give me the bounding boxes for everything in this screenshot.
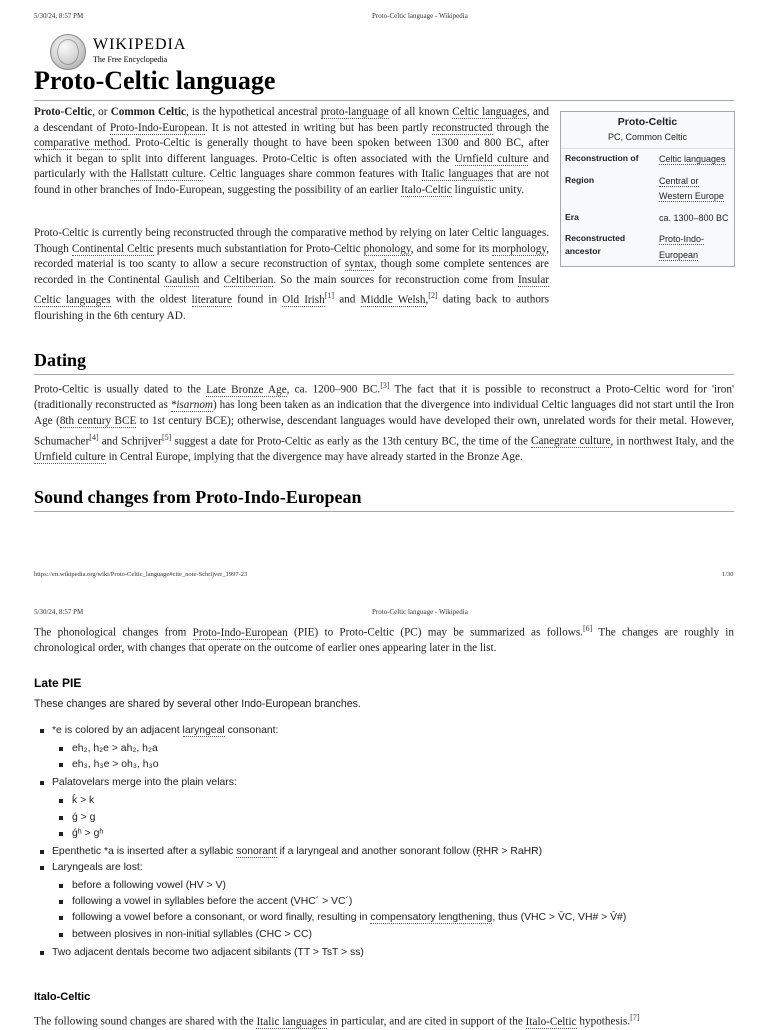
link-insular-celtic[interactable]: Insular Celtic languages	[34, 273, 550, 307]
citation-6[interactable]: [6]	[582, 624, 593, 633]
list-item: eh₂, h₂e > ah₂, h₂a	[52, 741, 734, 757]
dating-paragraph: Proto-Celtic is usually dated to the Late Bronze Age, ca. 1200–900 BC.[3] The fact that it is possible to reconstruct a Proto-Celtic word for 'iron' (traditionally reconstructed as *isarnom) has long been taken as an indication that the divergence into individual Celtic languages did not start until the Iron Age (8th century BCE to 1st century BCE); otherwise, descendant languages would have developed their own, unrelated words for their metal. However, Schumacher[4] and Schrijver[5] suggest a date for Proto-Celtic as early as the 13th century BC, the time of the Canegrate culture, in northwest Italy, and the Urnfield culture in Central Europe, implying that the divergence may have already started in the Bronze Age.	[34, 381, 735, 463]
infobox-row	[561, 208, 734, 230]
link-old-irish[interactable]: Old Irish	[282, 294, 325, 307]
link-middle-welsh[interactable]: Middle Welsh	[360, 294, 426, 307]
infobox-key: Reconstructed ancestor	[565, 233, 626, 256]
infobox-key: Reconstruction of	[565, 153, 639, 163]
list-item: *e is colored by an adjacent laryngeal consonant: eh₂, h₂e > ah₂, h₂a eh₃, h₃e > oh₃, h₃o	[34, 723, 734, 773]
page-2	[0, 600, 768, 1028]
link-isarnom[interactable]: *isarnom	[170, 399, 214, 412]
link-celtiberian[interactable]: Celtiberian	[223, 273, 274, 286]
print-header-date: 5/30/24, 8:57 PM	[34, 608, 84, 616]
wikipedia-tagline: The Free Encyclopedia	[93, 55, 168, 64]
link-phonology[interactable]: phonology	[363, 242, 411, 255]
section-divider	[34, 511, 734, 512]
infobox-row	[561, 171, 734, 208]
list-item: before a following vowel (HV > V)	[52, 878, 734, 894]
list-item: ǵ > g	[52, 810, 734, 826]
citation-4[interactable]: [4]	[89, 432, 99, 442]
list-item: between plosives in non-initial syllables (CHC > CC)	[52, 927, 734, 943]
subsection-heading-italo-celtic: Italo-Celtic	[34, 991, 91, 1003]
link-sonorant[interactable]: sonorant	[236, 846, 277, 858]
intro-paragraph: Proto-Celtic, or Common Celtic, is the hypothetical ancestral proto-language of all known Celtic languages, and a descendant of Proto-Indo-European. It is not attested in writing but has been partly reconstructed through the comparative method. Proto-Celtic is generally thought to have been spoken between 1300 and 800 BC, after which it began to split into different languages. Proto-Celtic is often associated with the Urnfield culture and particularly with the Hallstatt culture. Celtic languages share common features with Italic languages that are not found in other branches of Indo-European, suggesting the possibility of an earlier Italo-Celtic linguistic unity.	[34, 106, 550, 196]
sound-change-list	[34, 723, 734, 961]
list-item: Two adjacent dentals become two adjacent sibilants (TT > TsT > ss)	[34, 945, 734, 961]
wikipedia-globe-icon[interactable]	[50, 34, 86, 70]
print-footer-url: https://en.wikipedia.org/wiki/Proto-Celtic_language#cite_note-Schrijver_1997-23	[34, 571, 248, 578]
section-divider	[34, 374, 734, 375]
link-urnfield-culture-2[interactable]: Urnfield culture	[34, 450, 106, 463]
link-canegrate-culture[interactable]: Canegrate culture	[531, 435, 611, 448]
link-proto-language[interactable]: proto-language	[320, 106, 389, 118]
link-laryngeal[interactable]: laryngeal	[182, 725, 225, 736]
infobox-value-link[interactable]: Central or Western Europe	[659, 175, 724, 201]
link-celtic-languages[interactable]: Celtic languages	[452, 106, 527, 118]
infobox-title: Proto-Celtic	[617, 116, 678, 128]
subsection-heading-late-pie: Late PIE	[34, 676, 82, 690]
italo-celtic-paragraph: The following sound changes are shared with the Italic languages in particular, and are cited in support of the Italo-Celtic hypothesis.[7]	[34, 1013, 640, 1028]
list-item: following a vowel in syllables before the accent (VHC´ > VC´)	[52, 894, 734, 910]
link-italo-celtic[interactable]: Italo-Celtic	[400, 183, 452, 196]
link-proto-indo-european[interactable]: Proto-Indo-European	[110, 121, 206, 134]
link-late-bronze-age[interactable]: Late Bronze Age	[206, 383, 287, 396]
infobox-key: Era	[565, 211, 579, 222]
list-item: ǵʰ > gʰ	[52, 826, 734, 842]
link-morphology[interactable]: morphology	[492, 242, 547, 255]
link-literature[interactable]: literature	[191, 294, 232, 307]
link-italic-languages[interactable]: Italic languages	[421, 168, 494, 181]
wikipedia-wordmark[interactable]: WIKIPEDIA	[93, 36, 187, 53]
infobox-subtitle: PC, Common Celtic	[561, 130, 734, 149]
section-heading-dating: Dating	[34, 350, 87, 370]
link-reconstructed[interactable]: reconstructed	[432, 121, 493, 134]
print-header-title: Proto-Celtic language - Wikipedia	[372, 608, 468, 616]
section-heading-sound-changes: Sound changes from Proto-Indo-European	[34, 487, 362, 507]
print-footer-page: 1/30	[722, 571, 734, 578]
print-header-date: 5/30/24, 8:57 PM	[34, 12, 84, 20]
phonology-intro-paragraph: The phonological changes from Proto-Indo-European (PIE) to Proto-Celtic (PC) may be summarized as follows.[6] The changes are roughly in chronological order, with changes that operate on the outcome of earlier ones appearing later in the list.	[34, 624, 734, 655]
link-hallstatt-culture[interactable]: Hallstatt culture	[130, 168, 204, 181]
link-proto-indo-european[interactable]: Proto-Indo-European	[192, 626, 288, 639]
infobox-value-link[interactable]: Celtic languages	[659, 154, 726, 164]
list-item: following a vowel before a consonant, or word finally, resulting in compensatory lengthening, thus (VHC > V̄C, VH# > V̄#)	[52, 910, 734, 926]
link-comparative-method[interactable]: comparative method	[34, 137, 128, 150]
citation-7[interactable]: [7]	[630, 1013, 640, 1022]
link-8th-century-bce[interactable]: 8th century BCE	[59, 414, 137, 427]
link-urnfield-culture[interactable]: Urnfield culture	[454, 152, 529, 165]
link-continental-celtic[interactable]: Continental Celtic	[71, 242, 154, 255]
citation-5[interactable]: [5]	[161, 432, 172, 442]
late-pie-description: These changes are shared by several other Indo-European branches.	[34, 698, 361, 710]
citation-3[interactable]: [3]	[380, 381, 390, 390]
list-item: eh₃, h₃e > oh₃, h₃o	[52, 757, 734, 773]
page-title: Proto-Celtic language	[34, 66, 276, 95]
print-header-title: Proto-Celtic language - Wikipedia	[372, 12, 468, 20]
title-divider	[34, 100, 734, 101]
link-gaulish[interactable]: Gaulish	[164, 273, 200, 286]
link-syntax[interactable]: syntax	[344, 258, 374, 271]
list-item: Epenthetic *a is inserted after a syllabic sonorant if a laryngeal and another sonorant follow (R̥HR > RaHR)	[34, 844, 734, 860]
infobox-key: Region	[565, 174, 595, 185]
citation-2[interactable]: [2]	[428, 291, 438, 301]
infobox-value-link[interactable]: Proto-Indo-European	[659, 234, 705, 260]
link-compensatory-lengthening[interactable]: compensatory lengthening	[370, 912, 493, 924]
infobox-row	[561, 149, 734, 171]
link-italo-celtic[interactable]: Italo-Celtic	[525, 1015, 577, 1028]
list-item: Palatovelars merge into the plain velars: ḱ > k ǵ > g ǵʰ > gʰ	[34, 775, 734, 842]
link-italic-languages[interactable]: Italic languages	[256, 1015, 327, 1028]
list-item: Laryngeals are lost: before a following vowel (HV > V) following a vowel in syllables before the accent (VHC´ > VC´) following a vowel before a consonant, or word finally, resulting in compensatory lengthening, thus (VHC > V̄C, VH# > V̄#) between plosives in non-initial syllables (CHC > CC)	[34, 860, 734, 943]
infobox-value: ca. 1300–800 BC	[659, 212, 729, 223]
list-item: ḱ > k	[52, 793, 734, 809]
infobox-row	[561, 229, 734, 266]
infobox	[560, 111, 735, 267]
citation-1[interactable]: [1]	[324, 291, 335, 301]
reconstruction-paragraph: Proto-Celtic is currently being reconstructed through the comparative method by relying on later Celtic languages. Though Continental Celtic presents much substantiation for Proto-Celtic phonology, and some for its morphology, recorded material is too scanty to allow a secure reconstruction of syntax, though some complete sentences are recorded in the Continental Gaulish and Celtiberian. So the main sources for reconstruction come from Insular Celtic languages with the oldest literature found in Old Irish[1] and Middle Welsh,[2] dating back to authors flourishing in the 6th century AD.	[34, 227, 550, 322]
